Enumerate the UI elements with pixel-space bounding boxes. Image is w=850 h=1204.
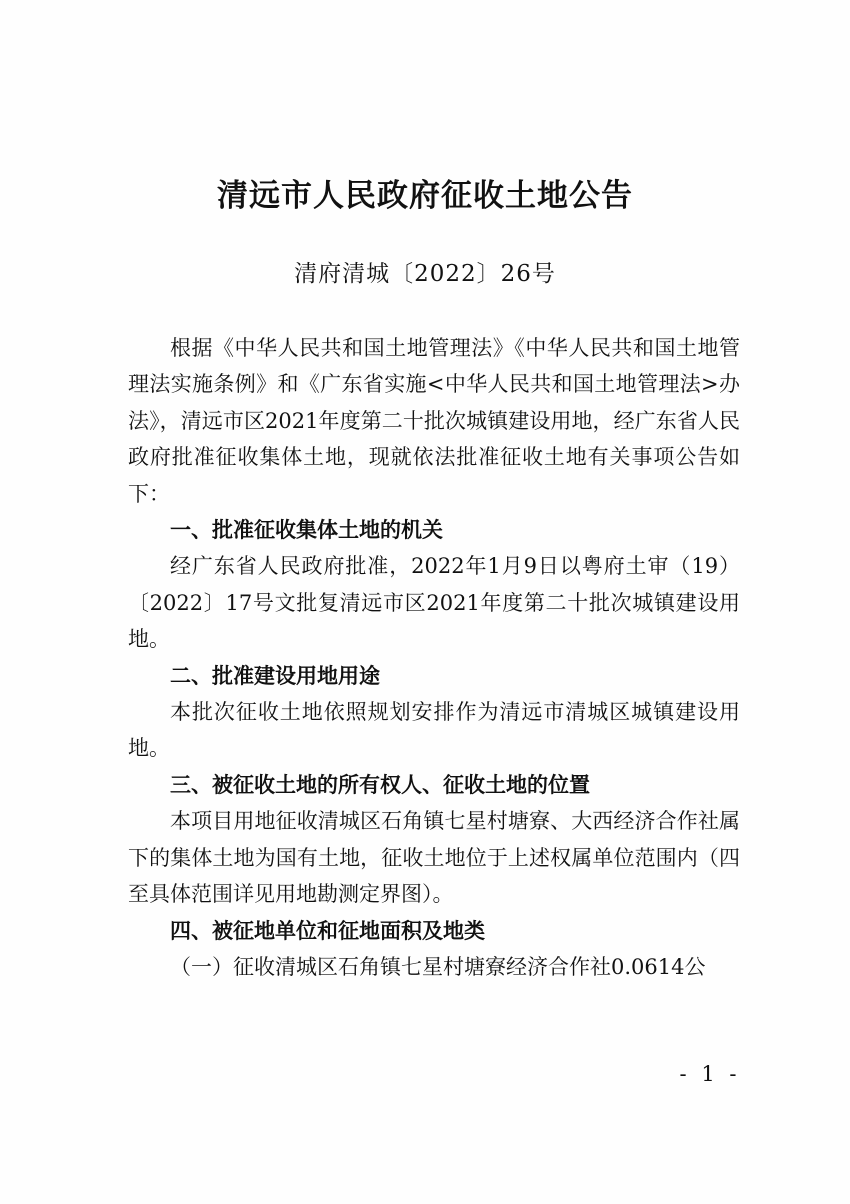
document-body — [128, 330, 740, 985]
section-2-heading: 二、批准建设用地用途 — [170, 663, 380, 688]
page-number: - 1 - — [679, 1062, 741, 1086]
intro-paragraph: 根据《中华人民共和国土地管理法》《中华人民共和国土地管理法实施条例》和《广东省实施<中华人民共和国土地管理法>办法》，清远市区2021年度第二十批次城镇建设用地，经广东省人民政府批准征收集体土地，现就依法批准征收土地有关事项公告如下： — [128, 336, 740, 506]
section-3-text: 本项目用地征收清城区石角镇七星村塘寮、大西经济合作社属下的集体土地为国有土地，征收土地位于上述权属单位范围内（四至具体范围详见用地勘测定界图）。 — [128, 809, 740, 907]
section-4-heading: 四、被征地单位和征地面积及地类 — [170, 918, 485, 943]
section-4-text: （一）征收清城区石角镇七星村塘寮经济合作社0.0614公 — [170, 954, 706, 979]
section-3-heading: 三、被征收土地的所有权人、征收土地的位置 — [170, 772, 590, 797]
document-title: 清远市人民政府征收土地公告 — [217, 178, 633, 214]
document-number: 清府清城〔2022〕26号 — [294, 261, 556, 287]
section-1-heading: 一、批准征收集体土地的机关 — [170, 518, 443, 543]
section-1-text: 经广东省人民政府批准，2022年1月9日以粤府土审（19）〔2022〕17号文批复清远市区2021年度第二十批次城镇建设用地。 — [128, 554, 740, 652]
section-2-text: 本批次征收土地依照规划安排作为清远市清城区城镇建设用地。 — [128, 700, 740, 761]
